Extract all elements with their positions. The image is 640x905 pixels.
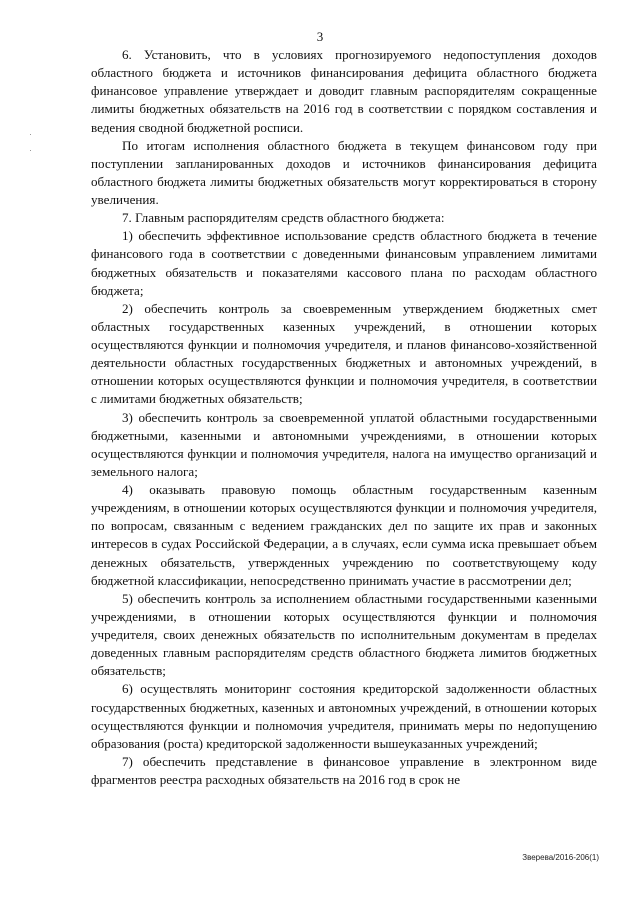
- document-footer-code: Зверева/2016-206(1): [522, 853, 599, 862]
- scan-artifact: [30, 150, 31, 151]
- paragraph-7-item-1: 1) обеспечить эффективное использование средств областного бюджета в течение финансового года в соответствии с доведенными финансовым управлением лимитами бюджетных обязательств и показателями кассового плана по расходам областного бюджета;: [91, 228, 597, 298]
- paragraph-7-item-7: 7) обеспечить представление в финансовое управление в электронном виде фрагментов реестра расходных обязательств на 2016 год в срок не: [91, 753, 597, 787]
- document-body: [91, 46, 597, 789]
- paragraph-7-item-5: 5) обеспечить контроль за исполнением областными государственными казенными учреждениями, в отношении которых осуществляются функции и полномочия учредителя, своих денежных обязательств по исполнительным документам в пределах доведенных главным распорядителям средств областного бюджета лимитов бюджетных обязательств;: [91, 590, 597, 679]
- paragraph-7-item-4: 4) оказывать правовую помощь областным государственным казенным учреждениям, в отношении которых осуществляются функции и полномочия учредителя, по вопросам, связанным с ведением гражданских дел по защите их прав и законных интересов в судах Российской Федерации, а в случаях, если сумма иска превышает объем денежных обязательств, утвержденных учреждению по соответствующему коду бюджетной классификации, непосредственно принимать участие в рассмотрении дел;: [91, 482, 597, 588]
- scan-artifact: [30, 134, 31, 135]
- paragraph-budget-results: По итогам исполнения областного бюджета в текущем финансовом году при поступлении запланированных доходов и источников финансирования дефицита областного бюджета лимиты бюджетных обязательств могут корректироваться в сторону увеличения.: [91, 137, 597, 207]
- page-number: 3: [316, 29, 324, 44]
- paragraph-7-item-3: 3) обеспечить контроль за своевременной уплатой областными государственными бюджетными, казенными и автономными учреждениями, в отношении которых осуществляются функции и полномочия учредителя, налога на имущество организаций и земельного налога;: [91, 409, 597, 479]
- paragraph-7: 7. Главным распорядителям средств областного бюджета:: [122, 210, 445, 226]
- paragraph-6: 6. Установить, что в условиях прогнозируемого недопоступления доходов областного бюджета и источников финансирования дефицита областного бюджета финансовое управление утверждает и доводит главным распорядителям сокращенные лимиты бюджетных обязательств на 2016 год в соответствии с порядком составления и ведения сводной бюджетной росписи.: [91, 47, 597, 135]
- paragraph-7-item-6: 6) осуществлять мониторинг состояния кредиторской задолженности областных государственных бюджетных, казенных и автономных учреждений, в отношении которых осуществляются функции и полномочия учредителя, принимать меры по недопущению образования (роста) кредиторской задолженности вышеуказанных учреждений;: [91, 681, 597, 751]
- paragraph-7-item-2: 2) обеспечить контроль за своевременным утверждением бюджетных смет областных государственных казенных учреждений, в отношении которых осуществляются функции и полномочия учредителя, и планов финансово-хозяйственной деятельности областных государственных бюджетных и автономных учреждений, в отношении которых осуществляются функции и полномочия учредителя, в соответствии с лимитами бюджетных обязательств;: [91, 300, 597, 407]
